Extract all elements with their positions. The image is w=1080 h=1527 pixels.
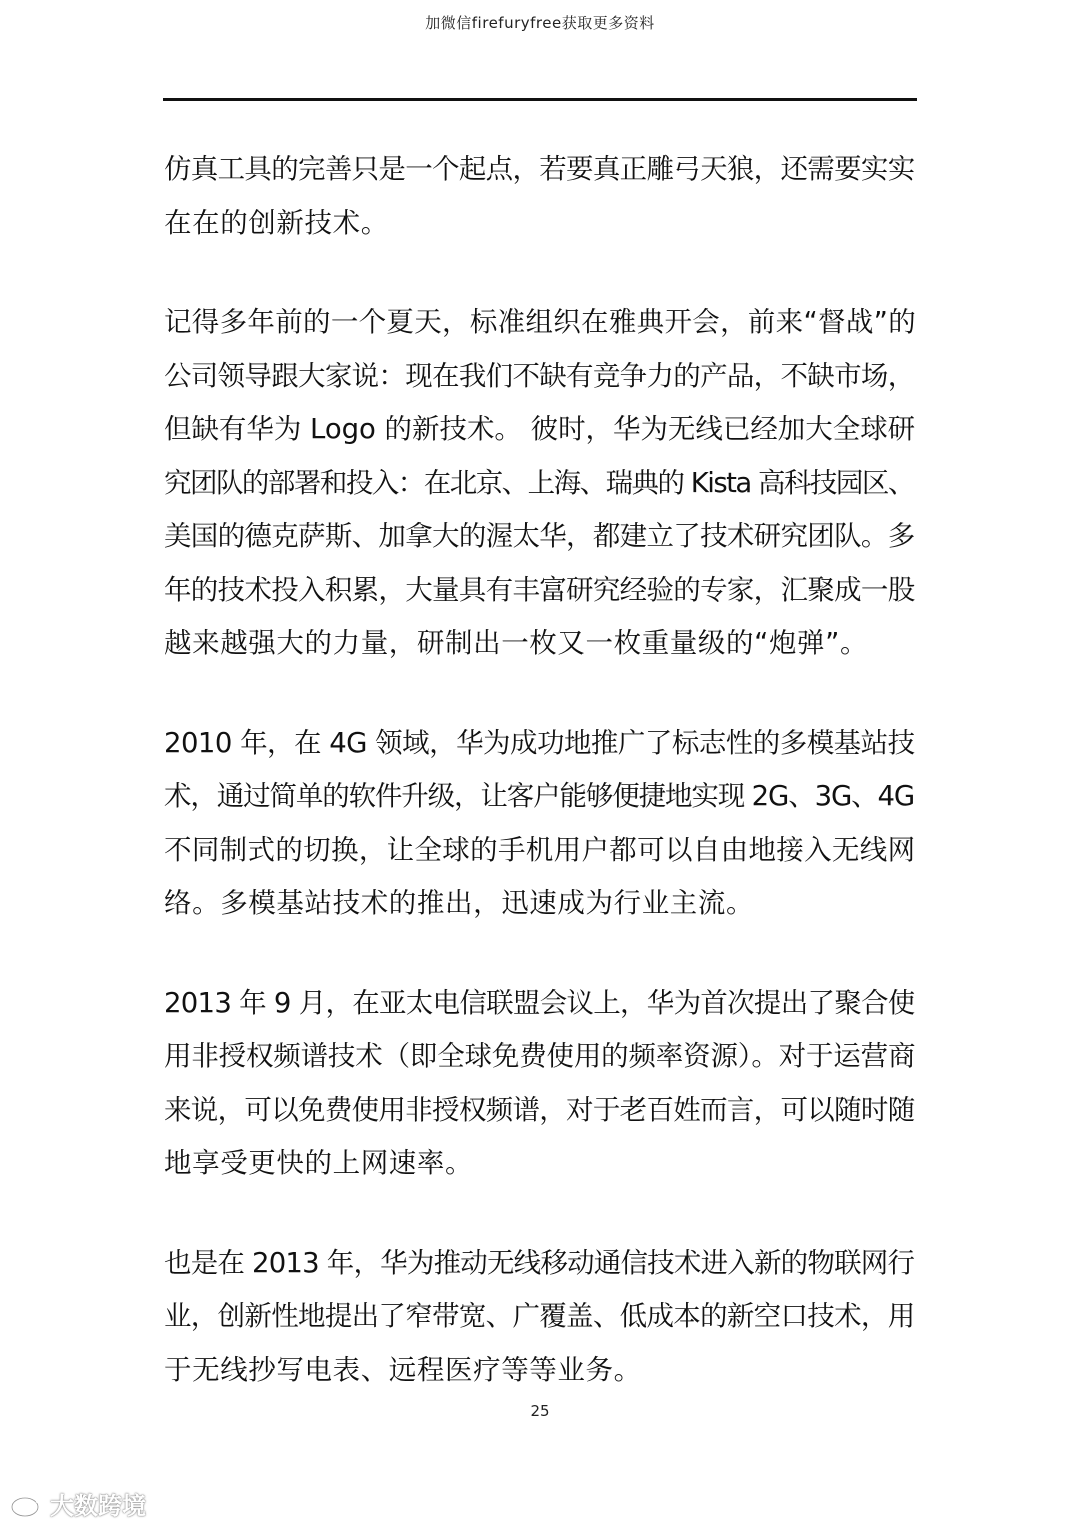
paragraph-5: [164, 1237, 916, 1398]
paragraph-line: 不同制式的切换，让全球的手机用户都可以自由地接入无线网: [164, 833, 916, 866]
paragraph-line: 术，通过简单的软件升级，让客户能够便捷地实现 2G、3G、4G: [164, 780, 915, 812]
paragraph-line: 美国的德克萨斯、加拿大的渥太华，都建立了技术研究团队。多: [164, 520, 915, 552]
paragraph-4: [164, 977, 916, 1191]
weibo-logo-icon: [10, 1490, 44, 1518]
paragraph-line: 公司领导跟大家说：现在我们不缺有竞争力的产品，不缺市场，: [164, 359, 915, 392]
paragraph-line: 仿真工具的完善只是一个起点，若要真正雕弓天狼，还需要实实: [164, 153, 915, 185]
paragraph-3: [164, 717, 916, 931]
paragraph-line: 2013 年 9 月，在亚太电信联盟会议上，华为首次提出了聚合使: [164, 986, 915, 1019]
paragraph-line: 但缺有华为 Logo 的新技术。 彼时，华为无线已经加大全球研: [164, 413, 916, 445]
paragraph-line: 年的技术投入积累，大量具有丰富研究经验的专家，汇聚成一股: [164, 573, 915, 606]
header-divider: [163, 98, 917, 101]
paragraph-line: 在在的创新技术。: [164, 206, 389, 239]
paragraph-line: 2010 年，在 4G 领域，华为成功地推广了标志性的多模基站技: [164, 726, 915, 759]
paragraph-line: 地享受更快的上网速率。: [164, 1147, 474, 1179]
paragraph-line: 来说，可以免费使用非授权频谱，对于老百姓而言，可以随时随: [164, 1093, 915, 1126]
paragraph-1: [164, 143, 916, 250]
page-number: 25: [530, 1402, 550, 1420]
paragraph-line: 越来越强大的力量，研制出一枚又一枚重量级的“炮弹”。: [164, 627, 869, 659]
paragraph-line: 也是在 2013 年，华为推动无线移动通信技术进入新的物联网行: [164, 1246, 915, 1279]
paragraph-line: 究团队的部署和投入：在北京、上海、瑞典的 Kista 高科技园区、: [164, 466, 914, 499]
paragraph-line: 络。多模基站技术的推出，迅速成为行业主流。: [164, 887, 755, 919]
paragraph-line: 于无线抄写电表、远程医疗等等业务。: [164, 1353, 642, 1386]
document-body: [164, 143, 916, 1443]
paragraph-line: 业，创新性地提出了窄带宽、广覆盖、低成本的新空口技术，用: [164, 1300, 915, 1332]
paragraph-line: 用非授权频谱技术（即全球免费使用的频率资源）。对于运营商: [164, 1040, 916, 1072]
watermark-text: 大数跨境: [50, 1492, 146, 1520]
page-header-text: 加微信firefuryfree获取更多资料: [425, 14, 655, 32]
paragraph-2: [164, 296, 916, 671]
paragraph-line: 记得多年前的一个夏天，标准组织在雅典开会，前来“督战”的: [164, 306, 916, 338]
watermark: [10, 1486, 146, 1521]
